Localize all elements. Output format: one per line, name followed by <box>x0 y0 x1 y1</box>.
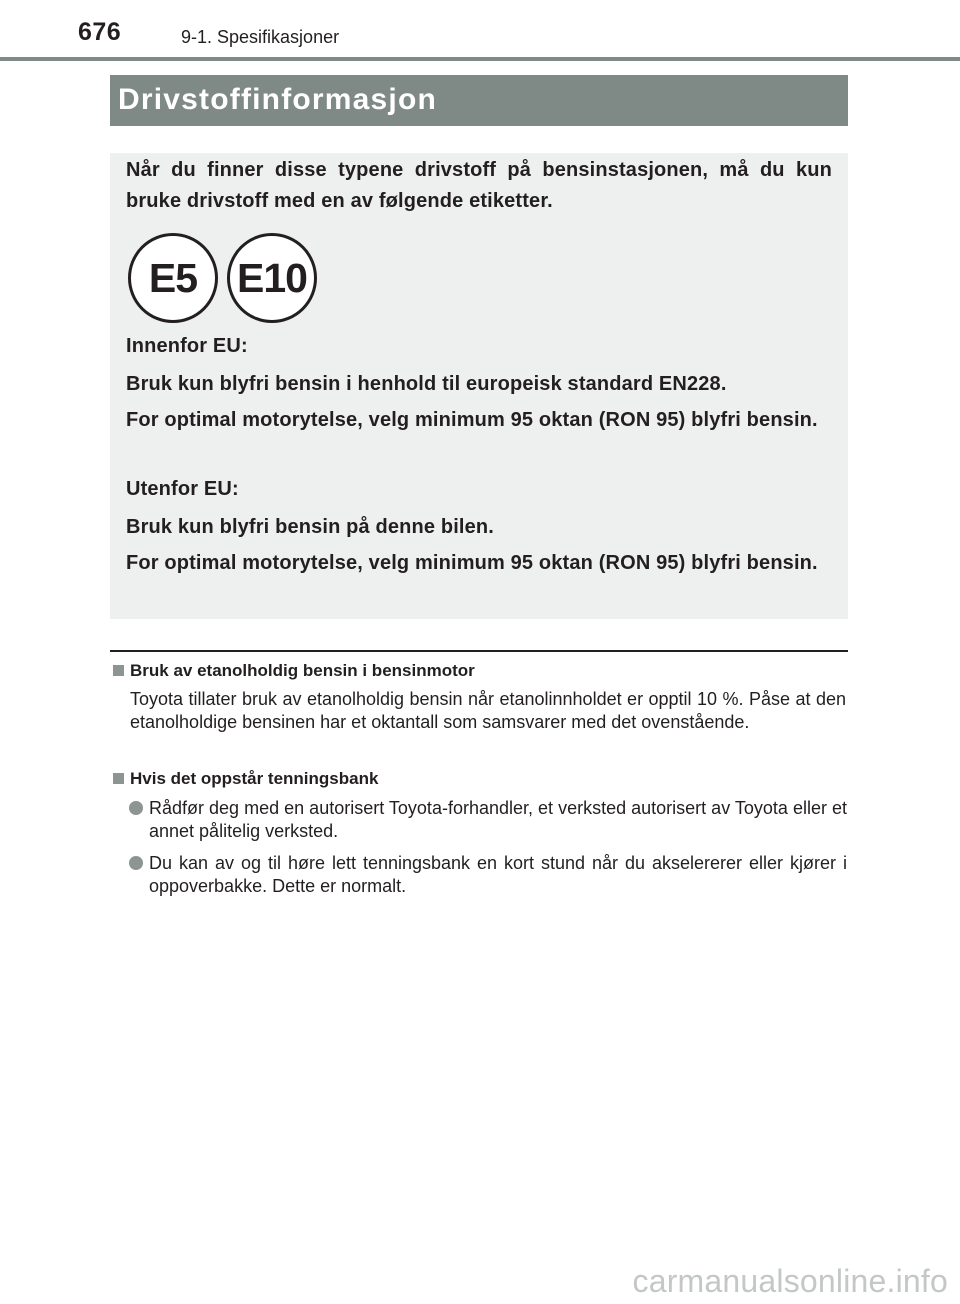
round-bullet-icon <box>129 801 143 815</box>
square-bullet-icon <box>113 665 124 676</box>
e5-label-badge: E5 <box>128 233 218 323</box>
round-bullet-icon <box>129 856 143 870</box>
ethanol-paragraph: Toyota tillater bruk av etanolholdig bensin når etanolinnholdet er opptil 10 %. Påse at den etanolholdige bensinen har et oktantall som samsvarer med det ovenstående. <box>130 689 846 732</box>
knocking-heading-text: Hvis det oppstår tenningsbank <box>130 769 379 788</box>
square-bullet-icon <box>113 773 124 784</box>
knocking-bullet-item: Rådfør deg med en autorisert Toyota-forhandler, et verksted autorisert av Toyota eller et annet pålitelig verksted. <box>149 798 847 841</box>
header-divider <box>0 57 960 61</box>
knocking-heading <box>113 769 378 789</box>
section-title: Drivstoffinformasjon <box>110 75 848 126</box>
outside-eu-octane: For optimal motorytelse, velg minimum 95 oktan (RON 95) blyfri bensin. <box>126 552 818 574</box>
outside-eu-heading: Utenfor EU: <box>126 478 239 500</box>
ethanol-heading <box>113 661 475 681</box>
fuel-intro-text: Når du finner disse typene drivstoff på bensinstasjonen, må du kun bruke drivstoff med en av følgende etiketter. <box>126 159 832 212</box>
outside-eu-unleaded: Bruk kun blyfri bensin på denne bilen. <box>126 516 494 538</box>
inside-eu-heading: Innenfor EU: <box>126 335 248 357</box>
inside-eu-octane: For optimal motorytelse, velg minimum 95 oktan (RON 95) blyfri bensin. <box>126 409 818 431</box>
watermark: carmanualsonline.info <box>632 1263 948 1299</box>
inside-eu-standard: Bruk kun blyfri bensin i henhold til europeisk standard EN228. <box>126 373 727 395</box>
ethanol-heading-text: Bruk av etanolholdig bensin i bensinmotor <box>130 661 475 680</box>
knocking-bullet-item: Du kan av og til høre lett tenningsbank en kort stund når du akselererer eller kjører i oppoverbakke. Dette er normalt. <box>149 853 847 896</box>
section-reference: 9-1. Spesifikasjoner <box>181 27 340 47</box>
page-number: 676 <box>78 18 122 46</box>
e10-label-badge: E10 <box>227 233 317 323</box>
section-divider <box>110 650 848 652</box>
